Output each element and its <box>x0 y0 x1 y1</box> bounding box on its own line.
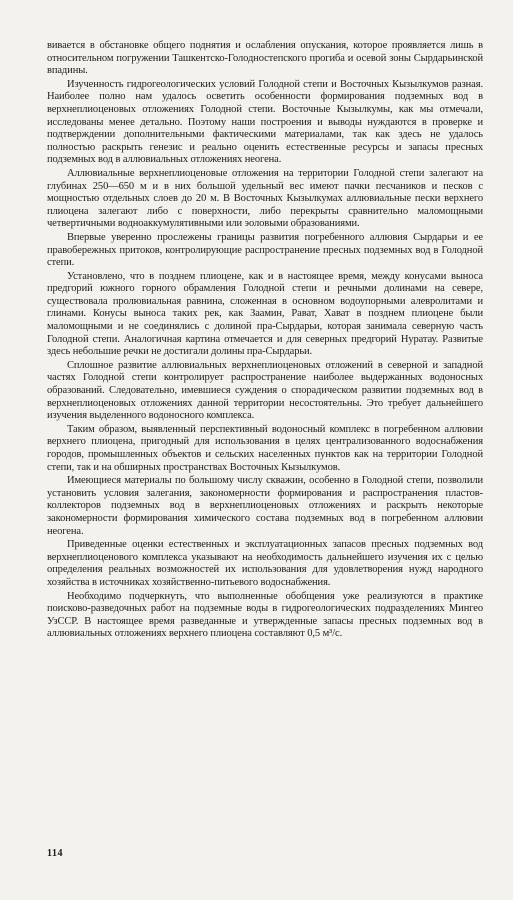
paragraph-4: Впервые уверенно прослежены границы развития погребенного аллювия Сырдарьи и ее правобережных притоков, контролирующие распространение пресных подземных вод в Голодной степи. <box>47 231 483 269</box>
paragraph-5: Установлено, что в позднем плиоцене, как и в настоящее время, между конусами выноса предгорий южного горного обрамления Голодной степи и речными долинами на севере, существовала пролювиальная равнина, сложенная в основном водоупорными алевролитами и глинами. Конусы выноса таких рек, как Заамин, Рават, Хават в позднем плиоцене были маломощными и не соединялись с долиной пра-Сырдарьи, которая занимала северную часть Голодной степи. Аналогичная картина отмечается и для северных предгорий Нуратау. Развитые здесь небольшие речки не достигали долины пра-Сырдарьи. <box>47 270 483 358</box>
page-number: 114 <box>47 848 63 859</box>
paragraph-8: Имеющиеся материалы по большому числу скважин, особенно в Голодной степи, позволили установить условия залегания, закономерности формирования и распространения пластов-коллекторов подземных вод в верхнеплиоценовых отложениях и раскрыть некоторые закономерности формирования химического состава подземных вод в погребенном аллювии неогена. <box>47 475 483 537</box>
paragraph-9: Приведенные оценки естественных и эксплуатационных запасов пресных подземных вод верхнеплиоценового комплекса указывают на необходимость дальнейшего изучения их с целью определения реальных возможностей их использования для удовлетворения нужд народного хозяйства в источниках хозяйственно-питьевого водоснабжения. <box>47 539 483 588</box>
paragraph-10: Необходимо подчеркнуть, что выполненные обобщения уже реализуются в практике поисково-разведочных работ на подземные воды в гидрогеологических подразделениях Мингео УзССР. В настоящее время разведанные и утвержденные запасы пресных подземных вод в аллювиальных отложениях верхнего плиоцена составляют 0,5 м³/с. <box>47 590 483 640</box>
paragraph-3: Аллювиальные верхнеплиоценовые отложения на территории Голодной степи залегают на глубинах 250—650 м и в них большой удельный вес имеют пачки песчаников и песков с мощностью отдельных слоев до 20 м. В Восточных Кызылкумах аллювиальные пески верхнего плиоцена залегают либо с поверхности, либо перекрыты сравнительно маломощными четвертичными водноаккумулятивными или эоловыми образованиями. <box>47 167 483 230</box>
paragraph-1: вивается в обстановке общего поднятия и ослабления опускания, которое проявляется лишь в относительном погружении Ташкентско-Голодностепского прогиба и осевой зоны Сырдарьинской впадины. <box>47 40 483 77</box>
paragraph-7: Таким образом, выявленный перспективный водоносный комплекс в погребенном аллювии верхнего плиоцена, пригодный для использования в целях централизованного водоснабжения городов, промышленных объектов и сельских населенных пунктов как на территории Голодной степи, так и на обширных пространствах Восточных Кызылкумов. <box>47 423 483 473</box>
paragraph-2: Изученность гидрогеологических условий Голодной степи и Восточных Кызылкумов разная. Наиболее полно нам удалось осветить особенности формирования подземных вод в верхнеплиоценовых отложениях Голодной степи. Восточные Кызылкумы, как мы отмечали, исследованы менее детально. Поэтому наши построения и выводы нуждаются в проверке и подтверждении дополнительными фактическими материалами, так как здесь не удалось полностью раскрыть генезис и реально оценить естественные ресурсы и запасы пресных подземных вод в аллювиальных отложениях неогена. <box>47 78 483 166</box>
paragraph-6: Сплошное развитие аллювиальных верхнеплиоценовых отложений в северной и западной частях Голодной степи контролирует распространение наиболее выдержанных водоносных образований. Следовательно, имевшиеся суждения о спорадическом развитии подземных вод в верхнеплиоценовых отложениях данной территории несостоятельны. Это требует дальнейшего изучения выделенного водоносного комплекса. <box>47 359 483 422</box>
